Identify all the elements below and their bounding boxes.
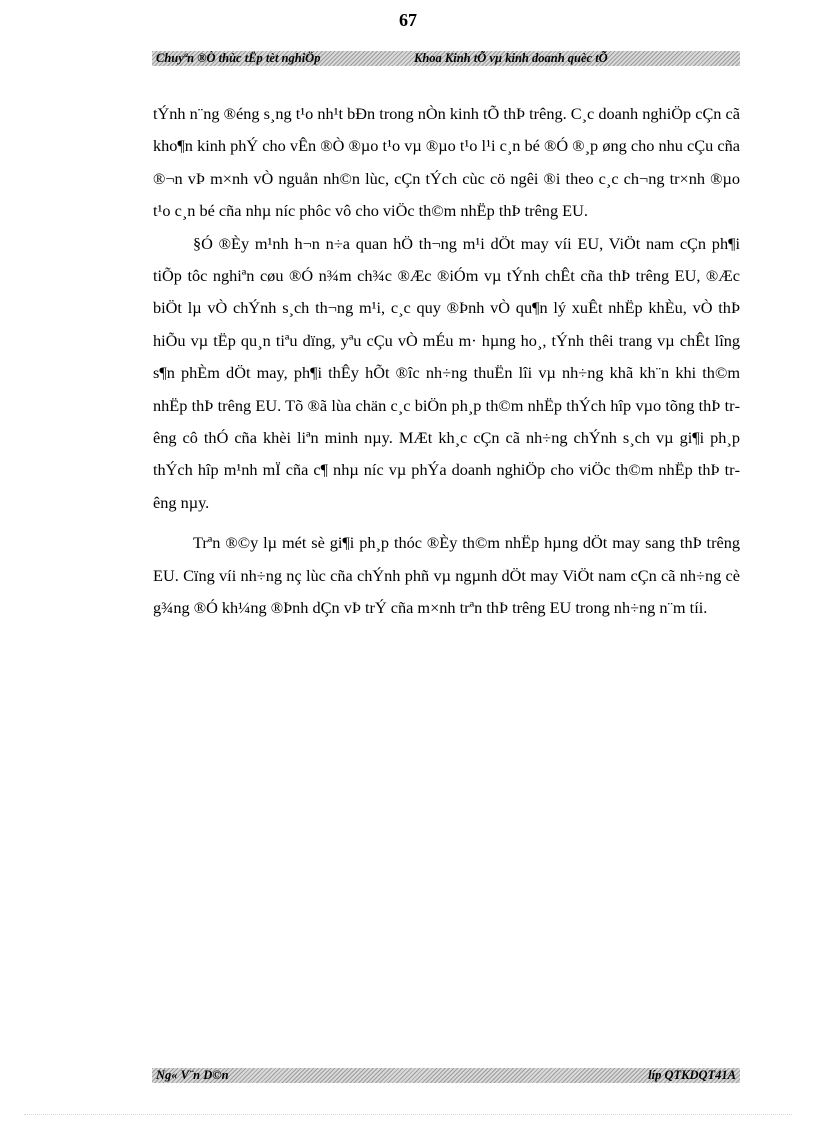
paragraph: Trªn ®©y lµ mét sè gi¶i ph¸p thóc ®Èy th©m nhËp hµng dÖt may sang thÞ trêng EU. Cïng víi nh÷ng nç lùc cña chÝnh phñ vµ ngµnh dÖt may ViÖt nam cÇn cã nh÷ng cè g¾ng ®Ó kh¼ng ®Þnh dÇn vÞ trÝ cña m×nh trªn thÞ trêng EU trong nh÷ng n¨m tíi.	[153, 533, 740, 618]
header-thesis-title: Chuyªn ®Ò thùc tËp tèt nghiÖp	[156, 51, 321, 65]
body-text	[153, 98, 740, 625]
paragraph: tÝnh n¨ng ®éng s¸ng t¹o nh¹t bÐn trong nÒn kinh tÕ thÞ trêng. C¸c doanh nghiÖp cÇn cã kho¶n kinh phÝ cho vÊn ®Ò ®µo t¹o vµ ®µo t¹o l¹i c¸n bé ®Ó ®¸p øng cho nhu cÇu cña ®¬n vÞ m×nh vÒ nguån nh©n lùc, cÇn tÝch cùc cö ngêi ®i theo c¸c ch¬ng tr×nh ®µo t¹o c¸n bé cña nhµ níc phôc vô cho viÖc th©m nhËp thÞ trêng EU.	[153, 104, 740, 221]
page-number: 67	[399, 10, 417, 30]
running-header	[152, 51, 740, 66]
running-footer	[152, 1068, 740, 1083]
page-bottom-divider	[24, 1114, 792, 1115]
paragraph: §Ó ®Èy m¹nh h¬n n÷a quan hÖ th¬ng m¹i dÖt may víi EU, ViÖt nam cÇn ph¶i tiÕp tôc nghiªn cøu ®Ó n¾m ch¾c ®Æc ®iÓm vµ tÝnh chÊt cña thÞ trêng EU, ®Æc biÖt lµ vÒ chÝnh s¸ch th¬ng m¹i, c¸c quy ®Þnh vÒ qu¶n lý xuÊt nhËp khÈu, vÒ thÞ hiÕu vµ tËp qu¸n tiªu dïng, yªu cÇu vÒ mÉu m· hµng ho¸, tÝnh thêi trang vµ chÊt lîng s¶n phÈm dÖt may, ph¶i thÊy hÕt ®îc nh÷ng thuËn lîi vµ nh÷ng khã kh¨n khi th©m nhËp thÞ trêng EU. Tõ ®ã lùa chän c¸c biÖn ph¸p th©m nhËp thÝch hîp vµo tõng thÞ trêng cô thÓ cña khèi liªn minh nµy. MÆt kh¸c cÇn cã nh÷ng chÝnh s¸ch vµ gi¶i ph¸p thÝch hîp m¹nh mÏ cña c¶ nhµ níc vµ phÝa doanh nghiÖp cho viÖc th©m nhËp thÞ trêng nµy.	[153, 233, 740, 512]
footer-class: líp QTKDQT41A	[648, 1068, 736, 1082]
footer-author: Ng« V¨n D©n	[156, 1068, 229, 1082]
header-faculty: Khoa Kinh tÕ vµ kinh doanh quèc tÕ	[414, 51, 608, 65]
